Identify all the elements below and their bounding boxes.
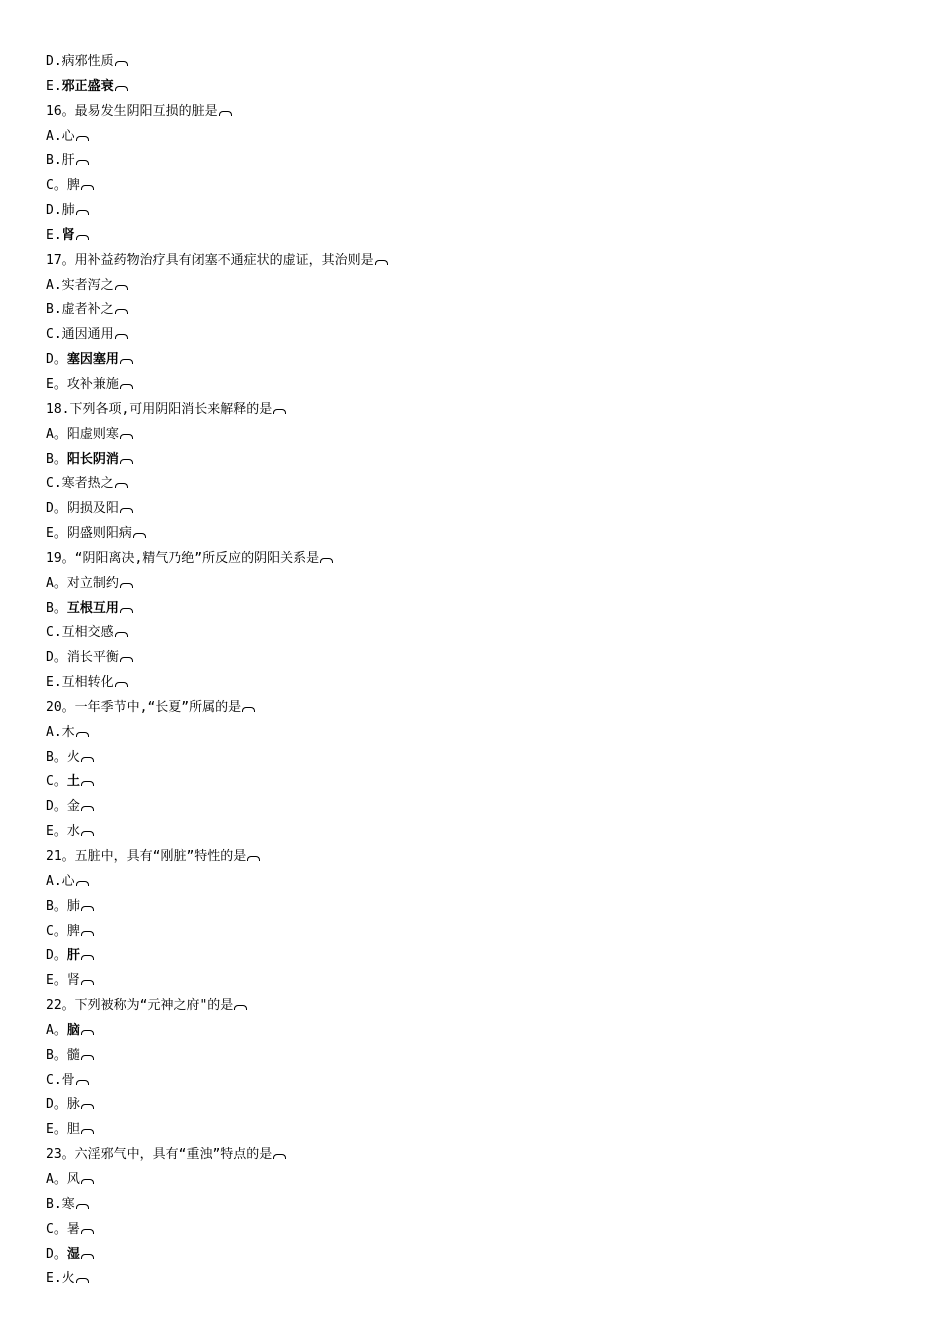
text-line: [46, 149, 388, 174]
text-line: [46, 1069, 388, 1094]
line-text: C。: [46, 774, 67, 790]
answer-blank-mark-icon: [133, 533, 146, 538]
answer-blank-mark-icon: [81, 1254, 94, 1259]
answer-text: 湿: [66, 1246, 80, 1262]
line-text: D.病邪性质: [46, 54, 114, 69]
answer-blank-mark-icon: [120, 657, 133, 662]
answer-blank-mark-icon: [76, 1204, 89, 1209]
answer-blank-mark-icon: [81, 831, 94, 836]
text-line: [46, 323, 388, 348]
line-text: 18.下列各项,可用阴阳消长来解释的是: [46, 401, 273, 417]
answer-blank-mark-icon: [320, 558, 333, 563]
text-line: [46, 1118, 388, 1143]
answer-text: 肝: [66, 948, 80, 964]
answer-blank-mark-icon: [273, 409, 286, 414]
line-text: A。: [46, 1022, 67, 1038]
answer-blank-mark-icon: [234, 1005, 247, 1010]
answer-blank-mark-icon: [81, 1229, 94, 1234]
text-line: [46, 1243, 388, 1268]
answer-blank-mark-icon: [120, 434, 133, 439]
answer-blank-mark-icon: [81, 781, 94, 786]
answer-blank-mark-icon: [76, 1278, 89, 1283]
line-text: B.虚者补之: [46, 302, 114, 318]
text-line: [46, 497, 388, 522]
answer-blank-mark-icon: [76, 210, 89, 215]
text-line: [46, 994, 388, 1019]
text-line: [46, 1267, 388, 1292]
answer-blank-mark-icon: [81, 906, 94, 911]
answer-blank-mark-icon: [76, 235, 89, 240]
answer-blank-mark-icon: [81, 1055, 94, 1060]
answer-blank-mark-icon: [81, 980, 94, 985]
answer-blank-mark-icon: [120, 608, 133, 613]
text-line: [46, 770, 388, 795]
text-line: [46, 870, 388, 895]
line-text: C.通因通用: [46, 327, 114, 343]
text-line: [46, 224, 388, 249]
line-text: 19。“阴阳离决,精气乃绝”所反应的阴阳关系是: [46, 550, 320, 566]
answer-blank-mark-icon: [242, 707, 255, 712]
text-line: [46, 1093, 388, 1118]
answer-blank-mark-icon: [81, 1179, 94, 1184]
text-line: [46, 1143, 388, 1168]
line-text: A.心: [46, 873, 75, 889]
line-text: D。: [46, 1246, 67, 1262]
line-text: A。对立制约: [46, 575, 119, 591]
line-text: E。水: [46, 824, 80, 840]
answer-blank-mark-icon: [81, 1129, 94, 1134]
line-text: B。: [46, 451, 67, 467]
line-text: C。脾: [46, 923, 80, 939]
answer-blank-mark-icon: [115, 86, 128, 91]
line-text: E.: [46, 227, 62, 243]
line-text: A.实者泻之: [46, 277, 114, 293]
text-line: [46, 423, 388, 448]
line-text: B。: [46, 600, 67, 616]
text-line: [46, 373, 388, 398]
line-text: D。金: [46, 799, 80, 815]
text-line: [46, 249, 388, 274]
line-text: C。暑: [46, 1221, 80, 1237]
answer-text: 阳长阴消: [66, 451, 119, 467]
answer-blank-mark-icon: [115, 483, 128, 488]
line-text: D。: [46, 948, 67, 964]
line-text: E。肾: [46, 973, 80, 989]
answer-blank-mark-icon: [120, 459, 133, 464]
answer-blank-mark-icon: [219, 111, 232, 116]
text-line: [46, 572, 388, 597]
answer-text: 互根互用: [66, 600, 119, 616]
answer-text: 邪正盛衰: [61, 78, 114, 94]
text-line: [46, 1019, 388, 1044]
answer-blank-mark-icon: [273, 1154, 286, 1159]
text-line: [46, 671, 388, 696]
line-text: E.: [46, 78, 62, 94]
answer-blank-mark-icon: [115, 334, 128, 339]
line-text: B。火: [46, 749, 80, 765]
line-text: D。阴损及阳: [46, 501, 119, 517]
line-text: C.寒者热之: [46, 476, 114, 492]
line-text: E.互相转化: [46, 675, 114, 691]
line-text: E。胆: [46, 1122, 80, 1138]
line-text: 17。用补益药物治疗具有闭塞不通症状的虚证，其治则是: [46, 252, 374, 268]
line-text: D。: [46, 352, 67, 368]
line-text: 22。下列被称为“元神之府"的是: [46, 998, 234, 1014]
text-line: [46, 746, 388, 771]
line-text: C。脾: [46, 178, 80, 194]
line-text: 23。六淫邪气中，具有“重浊”特点的是: [46, 1147, 273, 1163]
answer-blank-mark-icon: [81, 806, 94, 811]
text-line: [46, 795, 388, 820]
text-line: [46, 895, 388, 920]
text-line: [46, 845, 388, 870]
answer-blank-mark-icon: [115, 632, 128, 637]
answer-text: 塞因塞用: [66, 352, 119, 368]
text-line: [46, 820, 388, 845]
answer-blank-mark-icon: [76, 136, 89, 141]
answer-blank-mark-icon: [81, 757, 94, 762]
line-text: C.骨: [46, 1072, 75, 1088]
text-line: [46, 597, 388, 622]
line-text: E。攻补兼施: [46, 376, 119, 392]
answer-text: 土: [66, 774, 80, 790]
text-line: [46, 547, 388, 572]
line-text: E.火: [46, 1271, 75, 1287]
answer-blank-mark-icon: [115, 682, 128, 687]
answer-blank-mark-icon: [115, 61, 128, 66]
answer-blank-mark-icon: [76, 1080, 89, 1085]
text-line: [46, 944, 388, 969]
text-line: [46, 920, 388, 945]
text-line: [46, 721, 388, 746]
line-text: 16。最易发生阴阳互损的脏是: [46, 103, 218, 119]
text-line: [46, 199, 388, 224]
line-text: 20。一年季节中,“长夏”所属的是: [46, 699, 242, 715]
line-text: C.互相交感: [46, 625, 114, 641]
answer-blank-mark-icon: [81, 931, 94, 936]
answer-blank-mark-icon: [120, 583, 133, 588]
text-line: [46, 75, 388, 100]
text-line: [46, 348, 388, 373]
answer-blank-mark-icon: [76, 881, 89, 886]
answer-blank-mark-icon: [81, 185, 94, 190]
line-text: A。风: [46, 1171, 80, 1187]
line-text: D。脉: [46, 1097, 80, 1113]
answer-blank-mark-icon: [76, 160, 89, 165]
line-text: B。髓: [46, 1047, 80, 1063]
answer-blank-mark-icon: [81, 1030, 94, 1035]
answer-blank-mark-icon: [81, 1104, 94, 1109]
line-text: D.肺: [46, 203, 75, 219]
text-line: [46, 100, 388, 125]
text-line: [46, 298, 388, 323]
text-line: [46, 274, 388, 299]
line-text: B。肺: [46, 898, 80, 914]
line-text: D。消长平衡: [46, 650, 119, 666]
text-line: [46, 50, 388, 75]
line-text: B.肝: [46, 153, 75, 169]
answer-blank-mark-icon: [81, 955, 94, 960]
line-text: E。阴盛则阳病: [46, 526, 132, 542]
text-line: [46, 448, 388, 473]
text-line: [46, 696, 388, 721]
text-line: [46, 621, 388, 646]
line-text: B.寒: [46, 1196, 75, 1212]
line-text: A。阳虚则寒: [46, 426, 119, 442]
answer-blank-mark-icon: [76, 732, 89, 737]
answer-blank-mark-icon: [375, 260, 388, 265]
answer-blank-mark-icon: [115, 309, 128, 314]
answer-text: 肾: [61, 227, 75, 243]
text-line: [46, 1168, 388, 1193]
line-text: 21。五脏中，具有“刚脏”特性的是: [46, 849, 247, 864]
answer-blank-mark-icon: [120, 384, 133, 389]
answer-blank-mark-icon: [115, 285, 128, 290]
line-text: A.木: [46, 724, 75, 740]
text-line: [46, 1193, 388, 1218]
line-text: A.心: [46, 128, 75, 144]
answer-text: 脑: [66, 1022, 80, 1038]
text-line: [46, 522, 388, 547]
text-line: [46, 472, 388, 497]
text-line: [46, 174, 388, 199]
text-line: [46, 969, 388, 994]
document-body: [46, 50, 388, 1292]
text-line: [46, 1044, 388, 1069]
answer-blank-mark-icon: [120, 359, 133, 364]
text-line: [46, 646, 388, 671]
text-line: [46, 398, 388, 423]
text-line: [46, 1218, 388, 1243]
answer-blank-mark-icon: [247, 856, 260, 861]
answer-blank-mark-icon: [120, 508, 133, 513]
text-line: [46, 125, 388, 150]
